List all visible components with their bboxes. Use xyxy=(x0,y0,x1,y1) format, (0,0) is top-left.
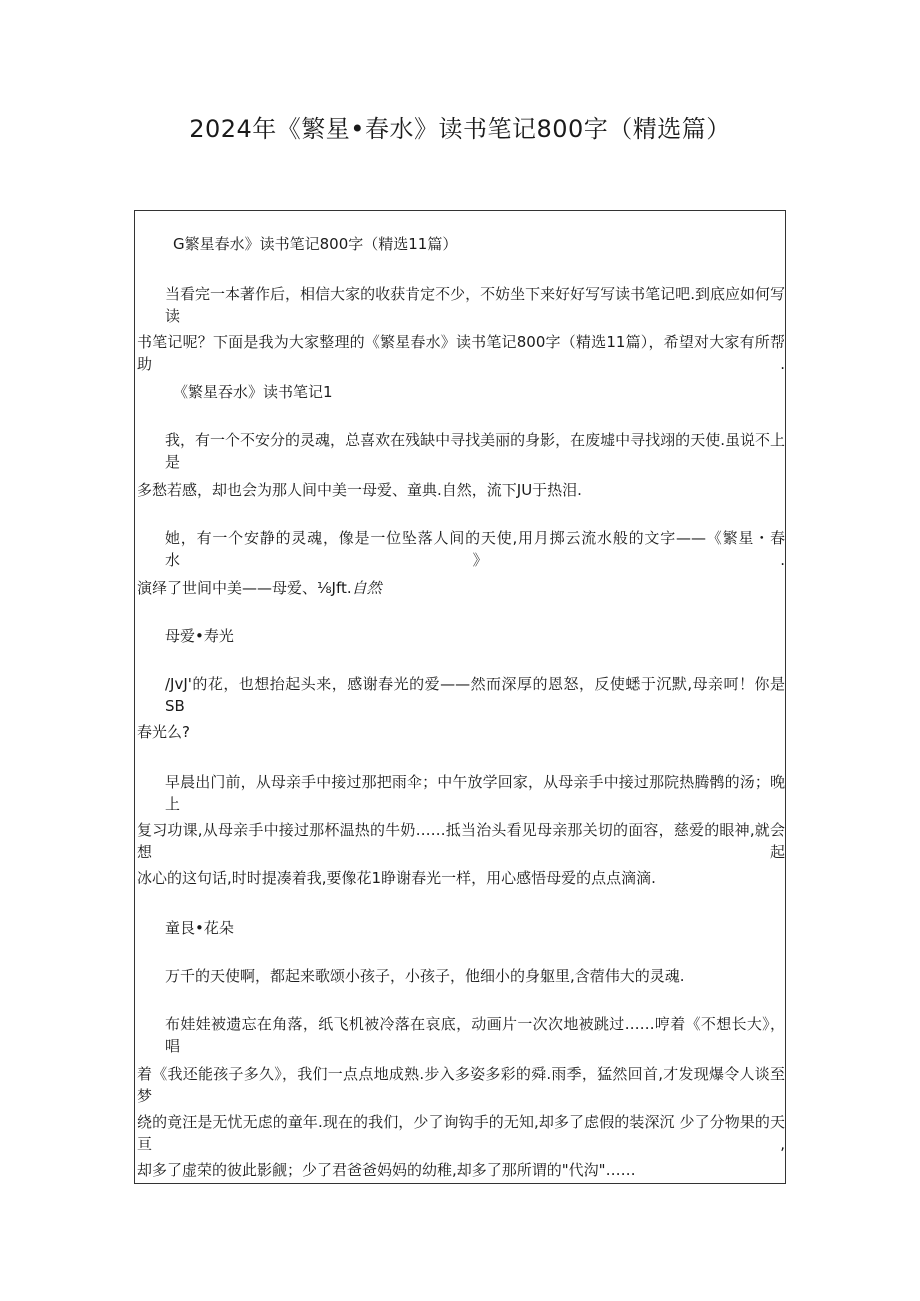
paragraph-1-line-1: 我，有一个不安分的灵魂，总喜欢在残缺中寻找美丽的身影，在废墟中寻找翊的天使.虽说不上是 xyxy=(165,431,785,471)
page-title: 2024年《繁星•春水》读书笔记800字（精选篇） xyxy=(189,115,731,143)
section-heading-childhood: 童艮•花朵 xyxy=(165,919,234,937)
paragraph-4-line-3: 冰心的这句话,时时提凑着我,要像花1睁谢春光一样，用心感悟母爱的点点滴滴. xyxy=(137,869,656,887)
paragraph-1-line-2: 多愁若感，却也会为那人间中美一母爱、童典.自然，流下JU于热泪. xyxy=(137,481,582,499)
paragraph-6-line-2: 着《我还能孩子多久》，我们一点点地成熟.步入多姿多彩的舜.雨季，猛然回首,才发现爆令人谈至梦 xyxy=(137,1065,785,1105)
paragraph-3-line-1: /JvJ'的花，也想抬起头来，感谢春光的爱——然而深厚的恩怒，反使蟋于沉默,母亲呵！你是SB xyxy=(165,675,785,715)
paragraph-5-line-1: 万千的天使啊，都起来歌颂小孩子，小孩子，他细小的身躯里,含蓿伟大的灵魂. xyxy=(165,967,685,985)
paragraph-4-line-2: 复习功课,从母亲手中接过那杯温热的牛奶……抵当治头看见母亲那关切的面容，慈爱的眼神,就会想起 xyxy=(137,821,785,861)
paragraph-6-line-1: 布娃娃被遗忘在角落，纸飞机被冷落在哀底，动画片一次次地被跳过……哼着《不想长大》，唱 xyxy=(165,1015,785,1055)
intro-paragraph-line-2: 书笔记呢？下面是我为大家整理的《繁星春水》读书笔记800字（精选11篇），希望对大家有所帮助. xyxy=(137,333,785,373)
section-heading-note-1: 《繁星吞水》读书笔记1 xyxy=(173,383,333,401)
content-box xyxy=(134,210,786,1184)
paragraph-2-line-2-text: 演绎了世间中美——母爱、⅛Jft. xyxy=(137,579,352,597)
section-heading-mother-love: 母爱•寿光 xyxy=(165,627,234,645)
intro-paragraph-line-1: 当看完一本著作后，相信大家的收获肯定不少，不妨坐下来好好写写读书笔记吧.到底应如何写读 xyxy=(165,285,785,325)
paragraph-2-line-2 xyxy=(137,577,382,599)
paragraph-2-line-1: 她，有一个安静的灵魂，像是一位坠落人间的天使,用月掷云流水般的文字——《繁星・春水》. xyxy=(165,529,785,569)
paragraph-6-line-4: 却多了虚荣的彼此影觎；少了君爸爸妈妈的幼稚,却多了那所谓的"代沟"…… xyxy=(137,1161,636,1179)
paragraph-2-line-2-italic: 自然 xyxy=(351,579,382,597)
paragraph-4-line-1: 早晨出门前，从母亲手中接过那把雨伞；中午放学回家，从母亲手中接过那院热腾鹘的汤；晚上 xyxy=(165,773,785,813)
paragraph-3-line-2: 春光么? xyxy=(137,723,190,741)
document-subtitle: G繁星春水》读书笔记800字（精选11篇） xyxy=(173,235,458,253)
paragraph-6-line-3: 绕的竟汪是无忧无虑的童年.现在的我们，少了询钩手的无知,却多了虑假的装深沉 少了分物果的天亘, xyxy=(137,1113,785,1153)
